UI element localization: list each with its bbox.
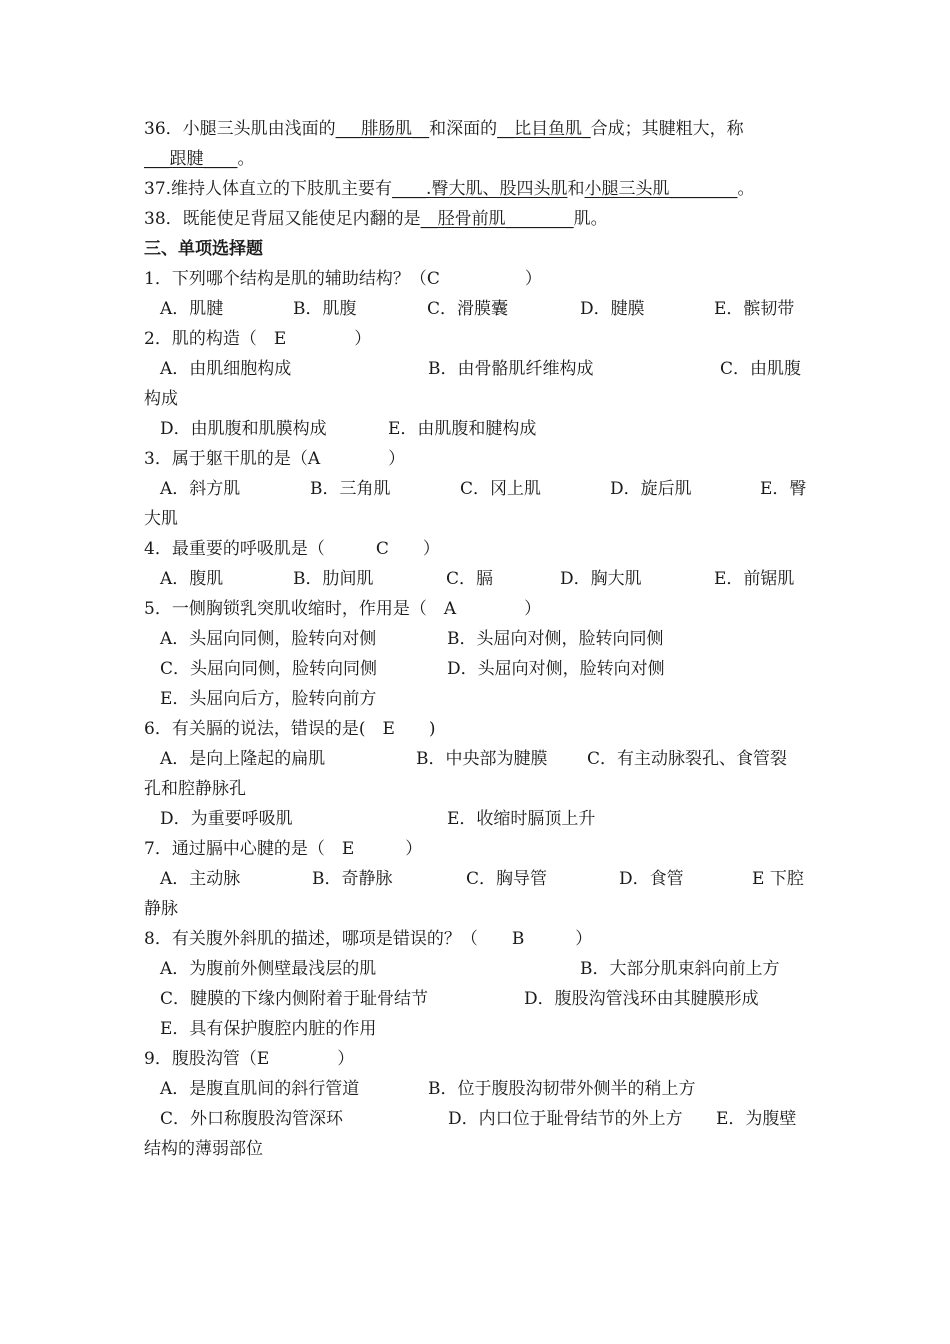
option: E．为腹壁 (716, 1109, 797, 1129)
option: B．三角肌 (310, 479, 391, 499)
q36-text-2: 和深面的 (429, 119, 498, 139)
question-6-options-2 (160, 808, 595, 830)
q36-text: 36．小腿三头肌由浅面的 (144, 119, 336, 139)
question-7-options (160, 868, 804, 890)
option: C．冈上肌 (460, 479, 542, 499)
option: C．膈 (446, 569, 494, 589)
question-7-wrap: 静脉 (144, 899, 178, 919)
question-2-options (160, 358, 801, 380)
option: C．有主动脉裂孔、食管裂 (587, 749, 788, 769)
question-4-stem: 4．最重要的呼吸肌是（ C ） (144, 539, 440, 559)
question-5-options-1 (160, 628, 664, 650)
question-3-options (160, 478, 806, 500)
option: D．胸大肌 (560, 569, 642, 589)
q37-text: 37.维持人体直立的下肢肌主要有 (144, 179, 393, 199)
question-9-options-2 (160, 1108, 796, 1130)
q38-end: 肌。 (573, 209, 608, 229)
q36-end: 。 (237, 149, 255, 169)
option: B．中央部为腱膜 (416, 749, 548, 769)
question-3-stem: 3．属于躯干肌的是（A ） (144, 449, 406, 469)
option: B．肋间肌 (293, 569, 374, 589)
option: A．是向上隆起的扁肌 (160, 749, 326, 769)
question-8-options-2 (160, 988, 759, 1010)
option: E．臀 (760, 479, 807, 499)
question-3-wrap: 大肌 (144, 509, 178, 529)
option: D．腱膜 (580, 299, 645, 319)
option: E 下腔 (752, 869, 804, 889)
option: C．由肌腹 (720, 359, 802, 379)
option: A．腹肌 (160, 569, 224, 589)
option: E．头屈向后方，脸转向前方 (160, 689, 377, 709)
question-5-stem: 5．一侧胸锁乳突肌收缩时，作用是（ A ） (144, 599, 542, 619)
q37-end: 。 (737, 179, 755, 199)
question-7-stem: 7．通过膈中心腱的是（ E ） (144, 839, 423, 859)
q36-answer-2: __比目鱼肌_ (497, 119, 591, 139)
option: E．髌韧带 (714, 299, 795, 319)
option: B．头屈向对侧，脸转向同侧 (447, 629, 664, 649)
fill-question-37 (144, 178, 754, 200)
option: E．前锯肌 (714, 569, 795, 589)
option: D．为重要呼吸肌 (160, 809, 293, 829)
option: D．食管 (619, 869, 684, 889)
option: E．由肌腹和腱构成 (388, 419, 537, 439)
option: A．主动脉 (160, 869, 241, 889)
option: A．斜方肌 (160, 479, 241, 499)
question-8-stem: 8．有关腹外斜肌的描述，哪项是错误的？（ B ） (144, 929, 593, 949)
option: D．腹股沟管浅环由其腱膜形成 (524, 989, 759, 1009)
question-2-wrap: 构成 (144, 389, 178, 409)
question-9-stem: 9．腹股沟管（E ） (144, 1049, 355, 1069)
option: A．肌腱 (160, 299, 224, 319)
option: B．奇静脉 (312, 869, 393, 889)
option: B．肌腹 (293, 299, 357, 319)
q36-answer-3: ___跟腱____ (144, 149, 238, 169)
option: E．具有保护腹腔内脏的作用 (160, 1019, 377, 1039)
option: D．头屈向对侧，脸转向对侧 (447, 659, 665, 679)
q37-answer-2: 小腿三头肌________ (584, 179, 738, 199)
fill-question-36 (144, 118, 744, 140)
option: B．由骨骼肌纤维构成 (428, 359, 594, 379)
question-4-options (160, 568, 794, 590)
q37-answer-1: ____.臀大肌、股四头肌 (392, 179, 568, 199)
question-9-wrap: 结构的薄弱部位 (144, 1139, 263, 1159)
question-8-options-3 (160, 1018, 376, 1040)
option: D．由肌腹和肌膜构成 (160, 419, 327, 439)
fill-question-38 (144, 208, 608, 230)
option: D．旋后肌 (610, 479, 692, 499)
question-5-options-3 (160, 688, 376, 710)
q38-answer: __胫骨前肌________ (420, 209, 574, 229)
option: A．由肌细胞构成 (160, 359, 292, 379)
question-9-options-1 (160, 1078, 696, 1100)
option: A．为腹前外侧壁最浅层的肌 (160, 959, 377, 979)
question-5-options-2 (160, 658, 665, 680)
option: C．外口称腹股沟管深环 (160, 1109, 344, 1129)
option: C．腱膜的下缘内侧附着于耻骨结节 (160, 989, 429, 1009)
option: B．位于腹股沟韧带外侧半的稍上方 (428, 1079, 696, 1099)
q38-text: 38．既能使足背屈又能使足内翻的是 (144, 209, 421, 229)
option: C．胸导管 (466, 869, 548, 889)
q36-answer-1: ___腓肠肌__ (335, 119, 430, 139)
option: B．大部分肌束斜向前上方 (580, 959, 780, 979)
q36-text-3: 合成；其腱粗大，称 (590, 119, 744, 139)
q37-text-2: 和 (567, 179, 585, 199)
question-2-options-2 (160, 418, 536, 440)
section-title: 三、单项选择题 (144, 239, 263, 259)
fill-question-36-cont (144, 148, 255, 170)
option: E．收缩时膈顶上升 (447, 809, 596, 829)
option: C．滑膜囊 (427, 299, 509, 319)
question-1-stem: 1．下列哪个结构是肌的辅助结构？（C ） (144, 269, 542, 289)
question-6-options (160, 748, 787, 770)
option: A．头屈向同侧，脸转向对侧 (160, 629, 377, 649)
question-6-stem: 6．有关膈的说法，错误的是( E ) (144, 719, 436, 739)
option: D．内口位于耻骨结节的外上方 (448, 1109, 683, 1129)
option: C．头屈向同侧，脸转向同侧 (160, 659, 378, 679)
question-2-stem: 2．肌的构造（ E ） (144, 329, 372, 349)
question-1-options (160, 298, 794, 320)
question-8-options-1 (160, 958, 780, 980)
question-6-wrap: 孔和腔静脉孔 (144, 779, 246, 799)
option: A．是腹直肌间的斜行管道 (160, 1079, 360, 1099)
